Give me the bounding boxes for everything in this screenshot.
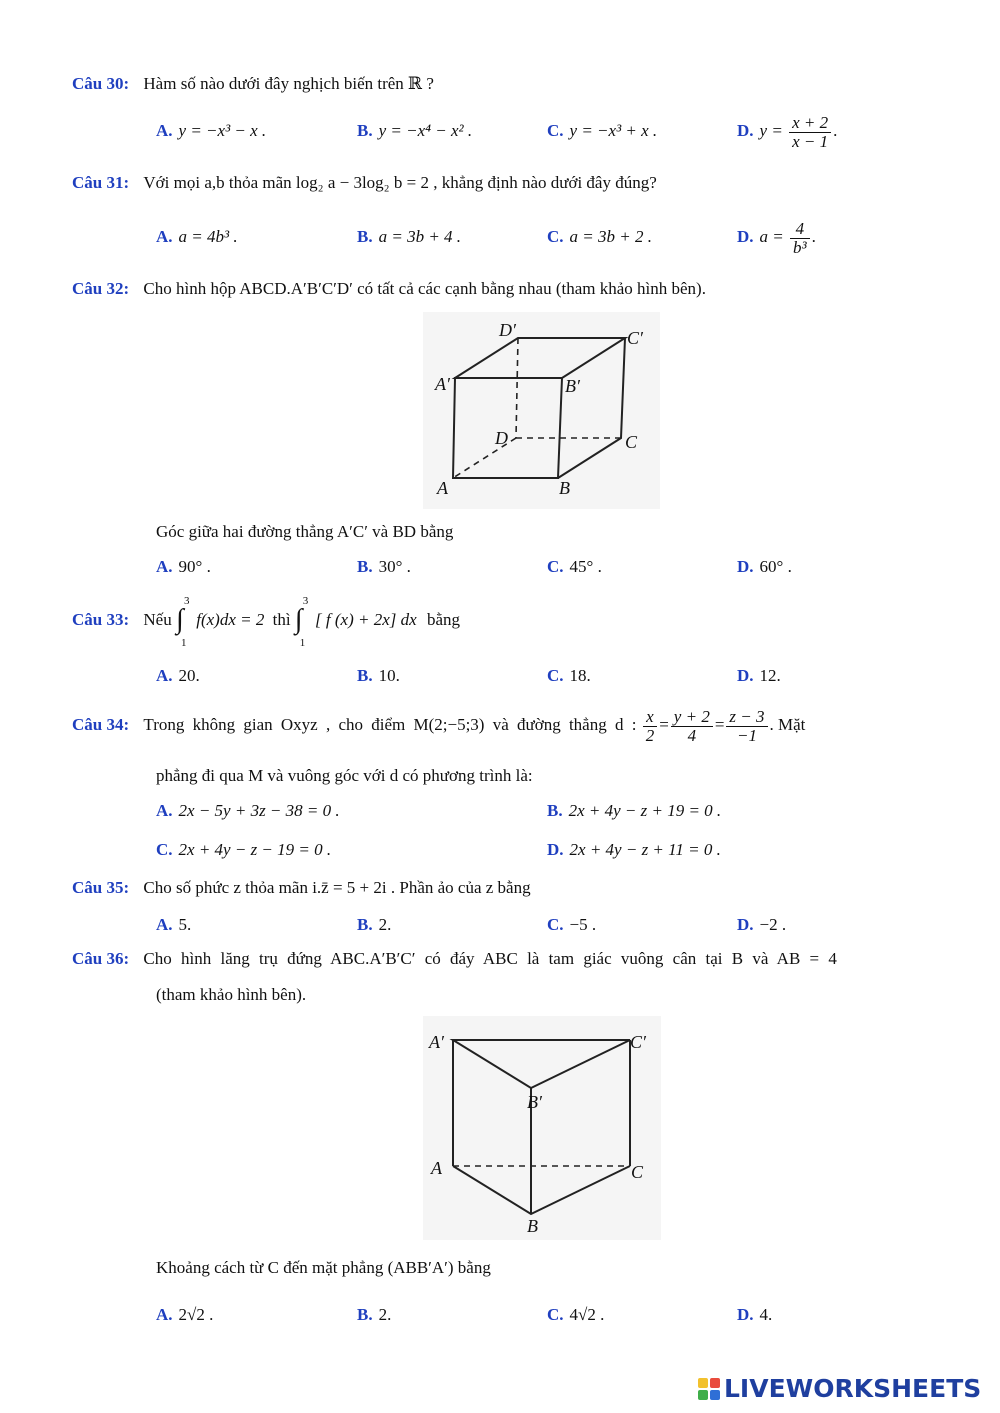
option-letter: C. (547, 666, 564, 685)
option-suffix: . (811, 227, 816, 246)
option-letter: B. (357, 1305, 373, 1324)
option-letter: A. (156, 557, 173, 576)
q30-stem: Hàm số nào dưới đây nghịch biến trên ℝ ? (143, 74, 434, 93)
cube-figure (423, 312, 660, 509)
vertex-label-cp: C′ (627, 328, 643, 348)
brand-name: LIVEWORKSHEETS (724, 1374, 982, 1403)
q30-label: Câu 30: (72, 74, 130, 93)
fraction-numerator: 4 (790, 220, 810, 239)
option-letter: A. (156, 121, 173, 140)
vertex-label-b: B (559, 478, 570, 498)
fraction-numerator: y + 2 (671, 708, 713, 727)
option-letter: A. (156, 915, 173, 934)
q35-option-c[interactable] (547, 914, 596, 936)
q35-option-a[interactable] (156, 914, 191, 936)
option-text: 45° . (569, 557, 602, 576)
option-text: 60° . (759, 557, 792, 576)
q31-option-d[interactable] (737, 214, 816, 260)
q30-row (72, 73, 434, 95)
option-text: 4√2 . (569, 1305, 605, 1324)
q31-stem: Với mọi a,b thỏa mãn log₂ a − 3log₂ b = 2 , khẳng định nào dưới đây đúng? (143, 173, 657, 192)
option-letter: B. (357, 557, 373, 576)
option-text: 2x − 5y + 3z − 38 = 0 . (178, 801, 340, 820)
vertex-label-c: C (631, 1162, 644, 1182)
option-text: 2. (378, 1305, 392, 1324)
q36-option-b[interactable] (357, 1304, 391, 1326)
vertex-label-ap: A′ (429, 1032, 444, 1052)
vertex-label-a: A (437, 478, 448, 498)
q34-label: Câu 34: (72, 715, 130, 734)
option-letter: A. (156, 666, 173, 685)
q36-stem3: Khoảng cách từ C đến mặt phẳng (ABB′A′) bằng (156, 1258, 491, 1277)
option-letter: C. (547, 557, 564, 576)
q34-option-d[interactable] (547, 839, 721, 861)
option-letter: D. (737, 1305, 754, 1324)
q34-fraction-y (671, 708, 713, 745)
option-text: 2x + 4y − z − 19 = 0 . (178, 840, 332, 859)
vertex-label-bp: B′ (565, 376, 580, 396)
logo-grid-icon (698, 1378, 720, 1400)
q33-label: Câu 33: (72, 610, 130, 629)
option-text: a = 4b³ . (178, 227, 238, 246)
q33-then: thì (272, 610, 291, 629)
option-text: 2x + 4y − z + 19 = 0 . (568, 801, 722, 820)
q33-option-c[interactable] (547, 665, 591, 687)
option-letter: D. (737, 915, 754, 934)
q36-row (72, 948, 837, 970)
fraction-denominator: x − 1 (792, 131, 829, 151)
q33-option-b[interactable] (357, 665, 400, 687)
option-letter: C. (547, 121, 564, 140)
option-fraction (789, 114, 831, 151)
integral-upper: 3 (302, 595, 309, 608)
q35-label: Câu 35: (72, 878, 130, 897)
q32-stem2: Góc giữa hai đường thẳng A′C′ và BD bằng (156, 522, 454, 541)
q33-integral2-body: [ f (x) + 2x] dx (315, 610, 417, 629)
option-letter: D. (737, 227, 754, 246)
option-text: a = 3b + 2 . (569, 227, 652, 246)
integral-1 (175, 595, 192, 650)
q35-stem: Cho số phức z thỏa mãn i.z̄ = 5 + 2i . Phần ảo của z bằng (143, 878, 531, 897)
q31-row (72, 172, 657, 194)
q34-option-a[interactable] (156, 800, 340, 822)
q36-option-a[interactable] (156, 1304, 213, 1326)
q34-fraction-x (643, 708, 658, 745)
q30-option-c[interactable] (547, 120, 657, 142)
option-text: 2. (378, 915, 392, 934)
prism-figure (423, 1016, 661, 1240)
option-text: 12. (759, 666, 781, 685)
q35-option-b[interactable] (357, 914, 391, 936)
option-letter: C. (547, 227, 564, 246)
integral-lower: 1 (299, 637, 306, 650)
integral-lower: 1 (180, 637, 187, 650)
option-text: y = −x³ + x . (569, 121, 658, 140)
q36-stem: Cho hình lăng trụ đứng ABC.A′B′C′ có đáy ABC là tam giác vuông cân tại B và AB = 4 (143, 949, 837, 968)
q34-stem-c: phẳng đi qua M và vuông góc với d có phương trình là: (156, 766, 533, 785)
integral-upper: 3 (183, 595, 190, 608)
option-letter: D. (737, 121, 754, 140)
option-letter: C. (547, 1305, 564, 1324)
option-text: a = 3b + 4 . (378, 227, 462, 246)
q32-option-b[interactable] (357, 556, 411, 578)
option-letter: A. (156, 227, 173, 246)
fraction-denominator: b³ (793, 237, 807, 257)
fraction-numerator: z − 3 (726, 708, 767, 727)
option-letter: B. (357, 666, 373, 685)
q30-option-a[interactable] (156, 120, 266, 142)
integral-sign: ∫ (294, 604, 303, 636)
q33-equals: bằng (426, 610, 460, 629)
q34-row: Câu 34: Trong không gian Oxyz , cho điểm M(2;−5;3) và đường thẳng d : $\frac{x}{2}$ = $\frac{y + 2}{4}$ = $\frac{z - 3}{-1}$ . Mặt (72, 706, 806, 745)
option-text: −2 . (759, 915, 787, 934)
option-letter: D. (547, 840, 564, 859)
q33-option-a[interactable] (156, 665, 200, 687)
option-text: 5. (178, 915, 192, 934)
figure-background (423, 1016, 661, 1240)
option-letter: B. (357, 227, 373, 246)
fraction-numerator: x + 2 (789, 114, 831, 133)
option-text: 4. (759, 1305, 773, 1324)
vertex-label-a: A (431, 1158, 442, 1178)
q35-option-d[interactable] (737, 914, 786, 936)
q32-stem: Cho hình hộp ABCD.A′B′C′D′ có tất cả các cạnh bằng nhau (tham khảo hình bên). (143, 279, 706, 298)
option-fraction (790, 220, 810, 257)
option-prefix: a = (759, 227, 784, 246)
fraction-denominator: 2 (645, 725, 655, 745)
option-letter: B. (357, 915, 373, 934)
q32-label: Câu 32: (72, 279, 130, 298)
option-text: −5 . (569, 915, 597, 934)
option-letter: B. (357, 121, 373, 140)
option-text: y = −x³ − x . (178, 121, 267, 140)
q35-row (72, 877, 531, 899)
option-prefix: y = (759, 121, 783, 140)
q30-option-d[interactable] (737, 108, 837, 154)
q34-stem-b: . Mặt (769, 715, 806, 734)
vertex-label-dp: D′ (499, 320, 516, 340)
q36-option-d[interactable] (737, 1304, 772, 1326)
option-letter: B. (547, 801, 563, 820)
option-text: 18. (569, 666, 591, 685)
vertex-label-b: B (527, 1216, 538, 1236)
option-text: 90° . (178, 557, 211, 576)
q34-stem-a: Trong không gian Oxyz , cho điểm M(2;−5;3) và đường thẳng d : (143, 715, 637, 734)
vertex-label-ap: A′ (435, 374, 450, 394)
option-letter: A. (156, 801, 173, 820)
vertex-label-cp: C′ (630, 1032, 646, 1052)
q31-option-b[interactable] (357, 226, 461, 248)
liveworksheets-logo[interactable] (698, 1374, 981, 1404)
q31-label: Câu 31: (72, 173, 130, 192)
integral-2 (294, 595, 311, 650)
option-letter: C. (156, 840, 173, 859)
q33-row (72, 595, 460, 650)
q30-option-b[interactable] (357, 120, 472, 142)
q32-row (72, 278, 706, 300)
fraction-denominator: 4 (687, 725, 697, 745)
option-text: 30° . (378, 557, 411, 576)
vertex-label-c: C (625, 432, 638, 452)
fraction-numerator: x (643, 708, 658, 727)
integral-sign: ∫ (175, 604, 184, 636)
option-text: 2x + 4y − z + 11 = 0 . (569, 840, 721, 859)
option-letter: D. (737, 666, 754, 685)
vertex-label-bp: B′ (527, 1092, 542, 1112)
option-text: y = −x⁴ − x² . (378, 121, 473, 140)
q36-label: Câu 36: (72, 949, 130, 968)
option-suffix: . (833, 121, 838, 140)
q33-integral1-body: f(x)dx = 2 (196, 610, 265, 629)
option-letter: D. (737, 557, 754, 576)
q33-if: Nếu (143, 610, 172, 629)
q34-option-b[interactable] (547, 800, 721, 822)
q32-option-c[interactable] (547, 556, 602, 578)
option-text: 20. (178, 666, 200, 685)
q36-option-c[interactable] (547, 1304, 604, 1326)
option-text: 2√2 . (178, 1305, 214, 1324)
q36-stem2: (tham khảo hình bên). (156, 985, 307, 1004)
q31-option-a[interactable] (156, 226, 238, 248)
option-letter: C. (547, 915, 564, 934)
q32-option-a[interactable] (156, 556, 211, 578)
fraction-denominator: −1 (736, 725, 757, 745)
q33-option-d[interactable] (737, 665, 781, 687)
q32-option-d[interactable] (737, 556, 792, 578)
option-letter: A. (156, 1305, 173, 1324)
q34-fraction-z (726, 708, 767, 745)
option-text: 10. (378, 666, 400, 685)
q31-option-c[interactable] (547, 226, 652, 248)
q34-option-c[interactable] (156, 839, 331, 861)
vertex-label-d: D (495, 428, 508, 448)
